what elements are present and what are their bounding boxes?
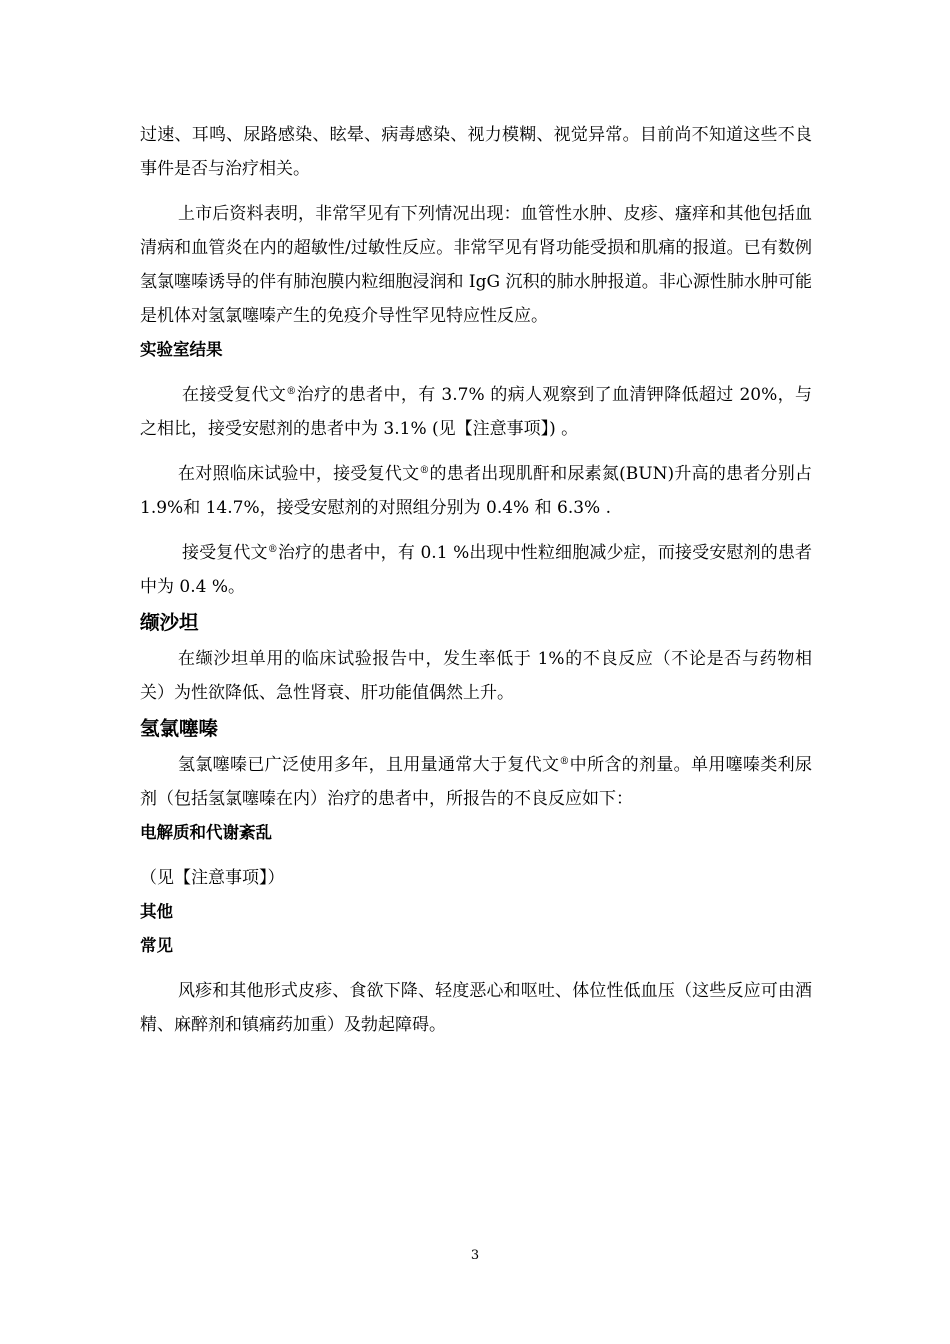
paragraph-creatinine-bun xyxy=(140,457,812,525)
text-run: 在接受复代文 xyxy=(182,385,287,405)
paragraph-valsartan-trials: 在缬沙坦单用的临床试验报告中，发生率低于 1%的不良反应（不论是否与药物相关）为性欲降低、急性肾衰、肝功能值偶然上升。 xyxy=(140,649,812,703)
paragraph-see-precautions: （见【注意事项】） xyxy=(140,868,285,888)
heading-valsartan: 缬沙坦 xyxy=(140,611,199,634)
text-run: 接受复代文 xyxy=(182,543,268,563)
page-number: 3 xyxy=(470,1248,480,1263)
text-run: 在对照临床试验中，接受复代文 xyxy=(178,464,420,484)
text-run: 治疗的患者中，有 3.7% 的病人观察到了血清钾降低超过 20%，与之相比，接受安慰剂的患者中为 3.1% (见【注意事项】) 。 xyxy=(140,385,813,439)
paragraph-common-reactions: 风疹和其他形式皮疹、食欲下降、轻度恶心和呕吐、体位性低血压（这些反应可由酒精、麻醉剂和镇痛药加重）及勃起障碍。 xyxy=(140,981,812,1035)
paragraph-neutropenia xyxy=(140,536,812,604)
paragraph-postmarketing: 上市后资料表明，非常罕见有下列情况出现：血管性水肿、皮疹、瘙痒和其他包括血清病和血管炎在内的超敏性/过敏性反应。非常罕见有肾功能受损和肌痛的报道。已有数例氢氯噻嗪诱导的伴有肺泡膜内粒细胞浸润和 IgG 沉积的肺水肿报道。非心源性肺水肿可能是机体对氢氯噻嗪产生的免疫介导性罕见特应性反应。 xyxy=(140,204,812,326)
registered-mark: ® xyxy=(559,756,570,767)
paragraph-hydrochlorothiazide-usage xyxy=(140,748,812,816)
text-run: 的患者出现肌酐和尿素氮(BUN)升高的患者分别占 1.9%和 14.7%，接受安慰剂的对照组分别为 0.4% 和 6.3% . xyxy=(140,464,812,518)
text-run: 氢氯噻嗪已广泛使用多年，且用量通常大于复代文 xyxy=(178,755,560,775)
heading-hydrochlorothiazide: 氢氯噻嗪 xyxy=(140,717,219,740)
heading-laboratory-results: 实验室结果 xyxy=(140,340,223,359)
registered-mark: ® xyxy=(267,544,278,555)
paragraph-adverse-events-continued: 过速、耳鸣、尿路感染、眩晕、病毒感染、视力模糊、视觉异常。目前尚不知道这些不良事件是否与治疗相关。 xyxy=(140,125,812,179)
page-content xyxy=(140,118,812,1042)
text-run: 中所含的剂量。单用噻嗪类利尿剂（包括氢氯噻嗪在内）治疗的患者中，所报告的不良反应如下： xyxy=(140,755,813,809)
registered-mark: ® xyxy=(419,465,430,476)
paragraph-serum-potassium xyxy=(140,378,812,446)
text-run: 治疗的患者中，有 0.1 %出现中性粒细胞减少症，而接受安慰剂的患者中为 0.4 %。 xyxy=(140,543,813,597)
heading-electrolyte-metabolic: 电解质和代谢紊乱 xyxy=(140,823,272,842)
heading-other: 其他 xyxy=(140,902,173,921)
heading-common: 常见 xyxy=(140,936,173,955)
registered-mark: ® xyxy=(286,386,297,397)
